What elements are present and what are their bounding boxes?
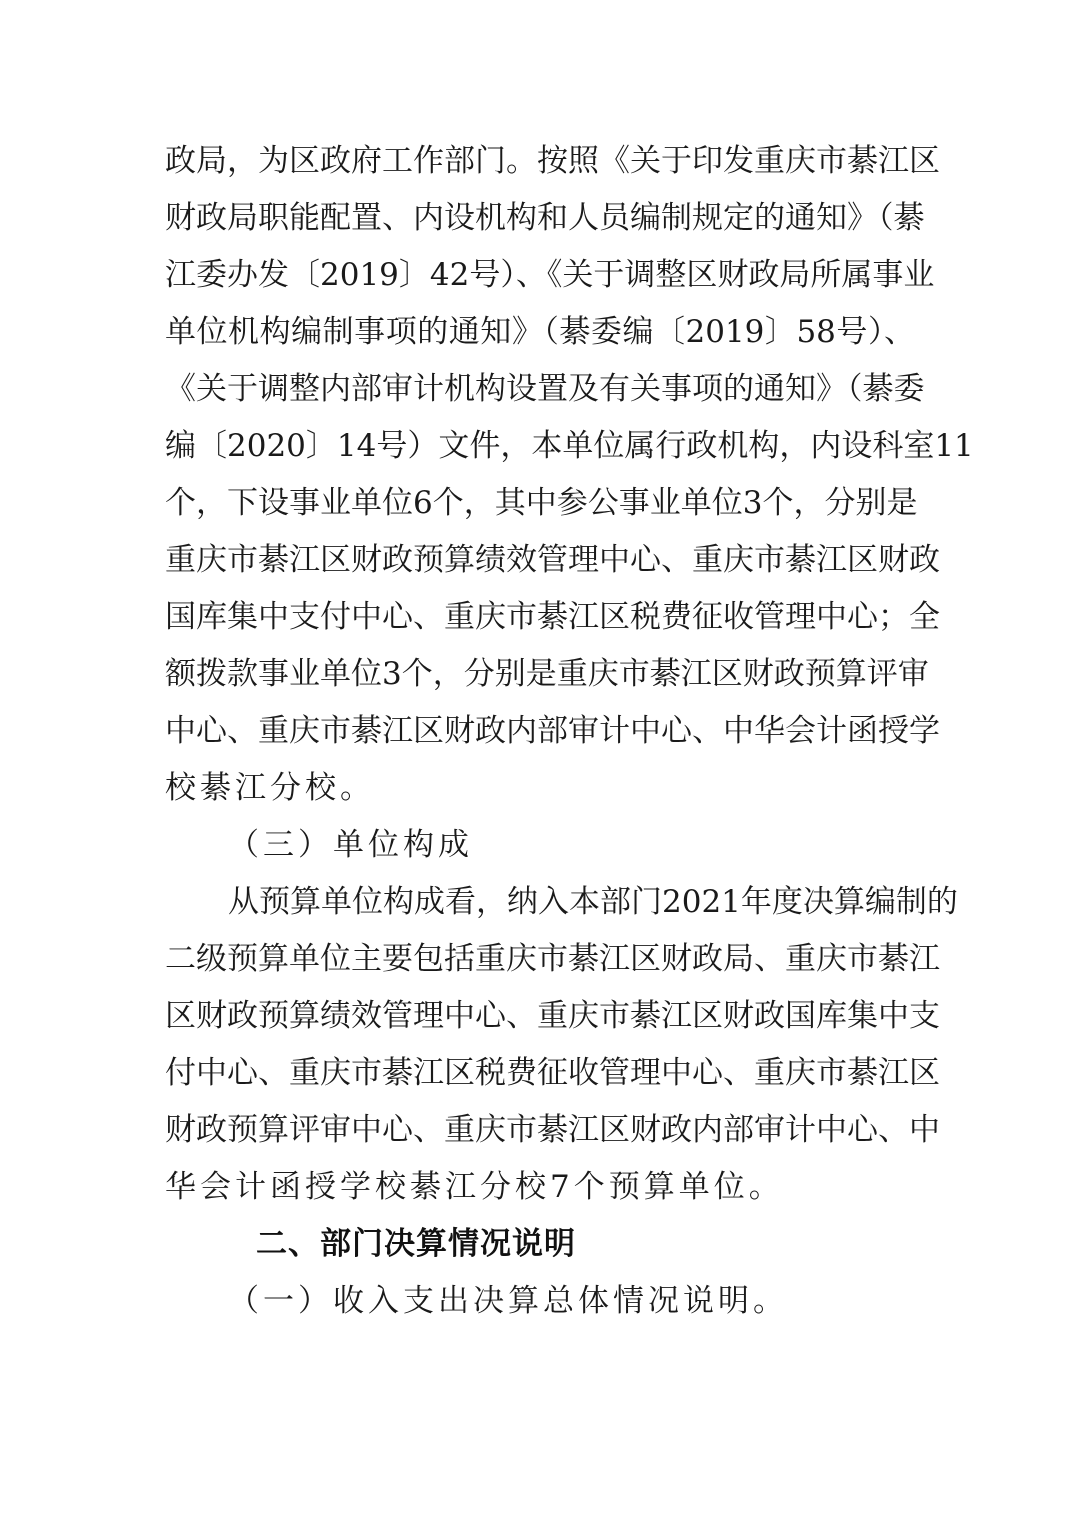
paragraph-line: 额拨款事业单位3个，分别是重庆市綦江区财政预算评审 bbox=[165, 656, 929, 692]
paragraph-line: 编〔2020〕14号）文件，本单位属行政机构，内设科室11 bbox=[165, 428, 974, 464]
paragraph-line: 区财政预算绩效管理中心、重庆市綦江区财政国库集中支 bbox=[165, 998, 940, 1034]
paragraph-line: 财政局职能配置、内设机构和人员编制规定的通知》（綦 bbox=[165, 200, 925, 236]
section-heading: 二、部门决算情况说明 bbox=[256, 1226, 576, 1262]
paragraph-line: 单位机构编制事项的通知》（綦委编〔2019〕58号）、 bbox=[165, 314, 915, 350]
paragraph-line: 江委办发〔2019〕42号）、《关于调整区财政局所属事业 bbox=[165, 257, 935, 293]
paragraph-line: 政局，为区政府工作部门。按照《关于印发重庆市綦江区 bbox=[165, 143, 940, 179]
paragraph-line: 重庆市綦江区财政预算绩效管理中心、重庆市綦江区财政 bbox=[165, 542, 940, 578]
subheading-income-expense: （一）收入支出决算总体情况说明。 bbox=[228, 1283, 788, 1319]
paragraph-line: 校綦江分校。 bbox=[165, 770, 375, 806]
paragraph-line: 华会计函授学校綦江分校7个预算单位。 bbox=[165, 1169, 784, 1205]
paragraph-line: 国库集中支付中心、重庆市綦江区税费征收管理中心；全 bbox=[165, 599, 940, 635]
paragraph-line: 《关于调整内部审计机构设置及有关事项的通知》（綦委 bbox=[165, 371, 925, 407]
paragraph-line: 从预算单位构成看，纳入本部门2021年度决算编制的 bbox=[228, 884, 958, 920]
paragraph-line: 个，下设事业单位6个，其中参公事业单位3个，分别是 bbox=[165, 485, 918, 521]
paragraph-line: 付中心、重庆市綦江区税费征收管理中心、重庆市綦江区 bbox=[165, 1055, 940, 1091]
subheading-unit-composition: （三）单位构成 bbox=[228, 827, 473, 863]
paragraph-line: 中心、重庆市綦江区财政内部审计中心、中华会计函授学 bbox=[165, 713, 940, 749]
paragraph-line: 财政预算评审中心、重庆市綦江区财政内部审计中心、中 bbox=[165, 1112, 940, 1148]
paragraph-line: 二级预算单位主要包括重庆市綦江区财政局、重庆市綦江 bbox=[165, 941, 940, 977]
